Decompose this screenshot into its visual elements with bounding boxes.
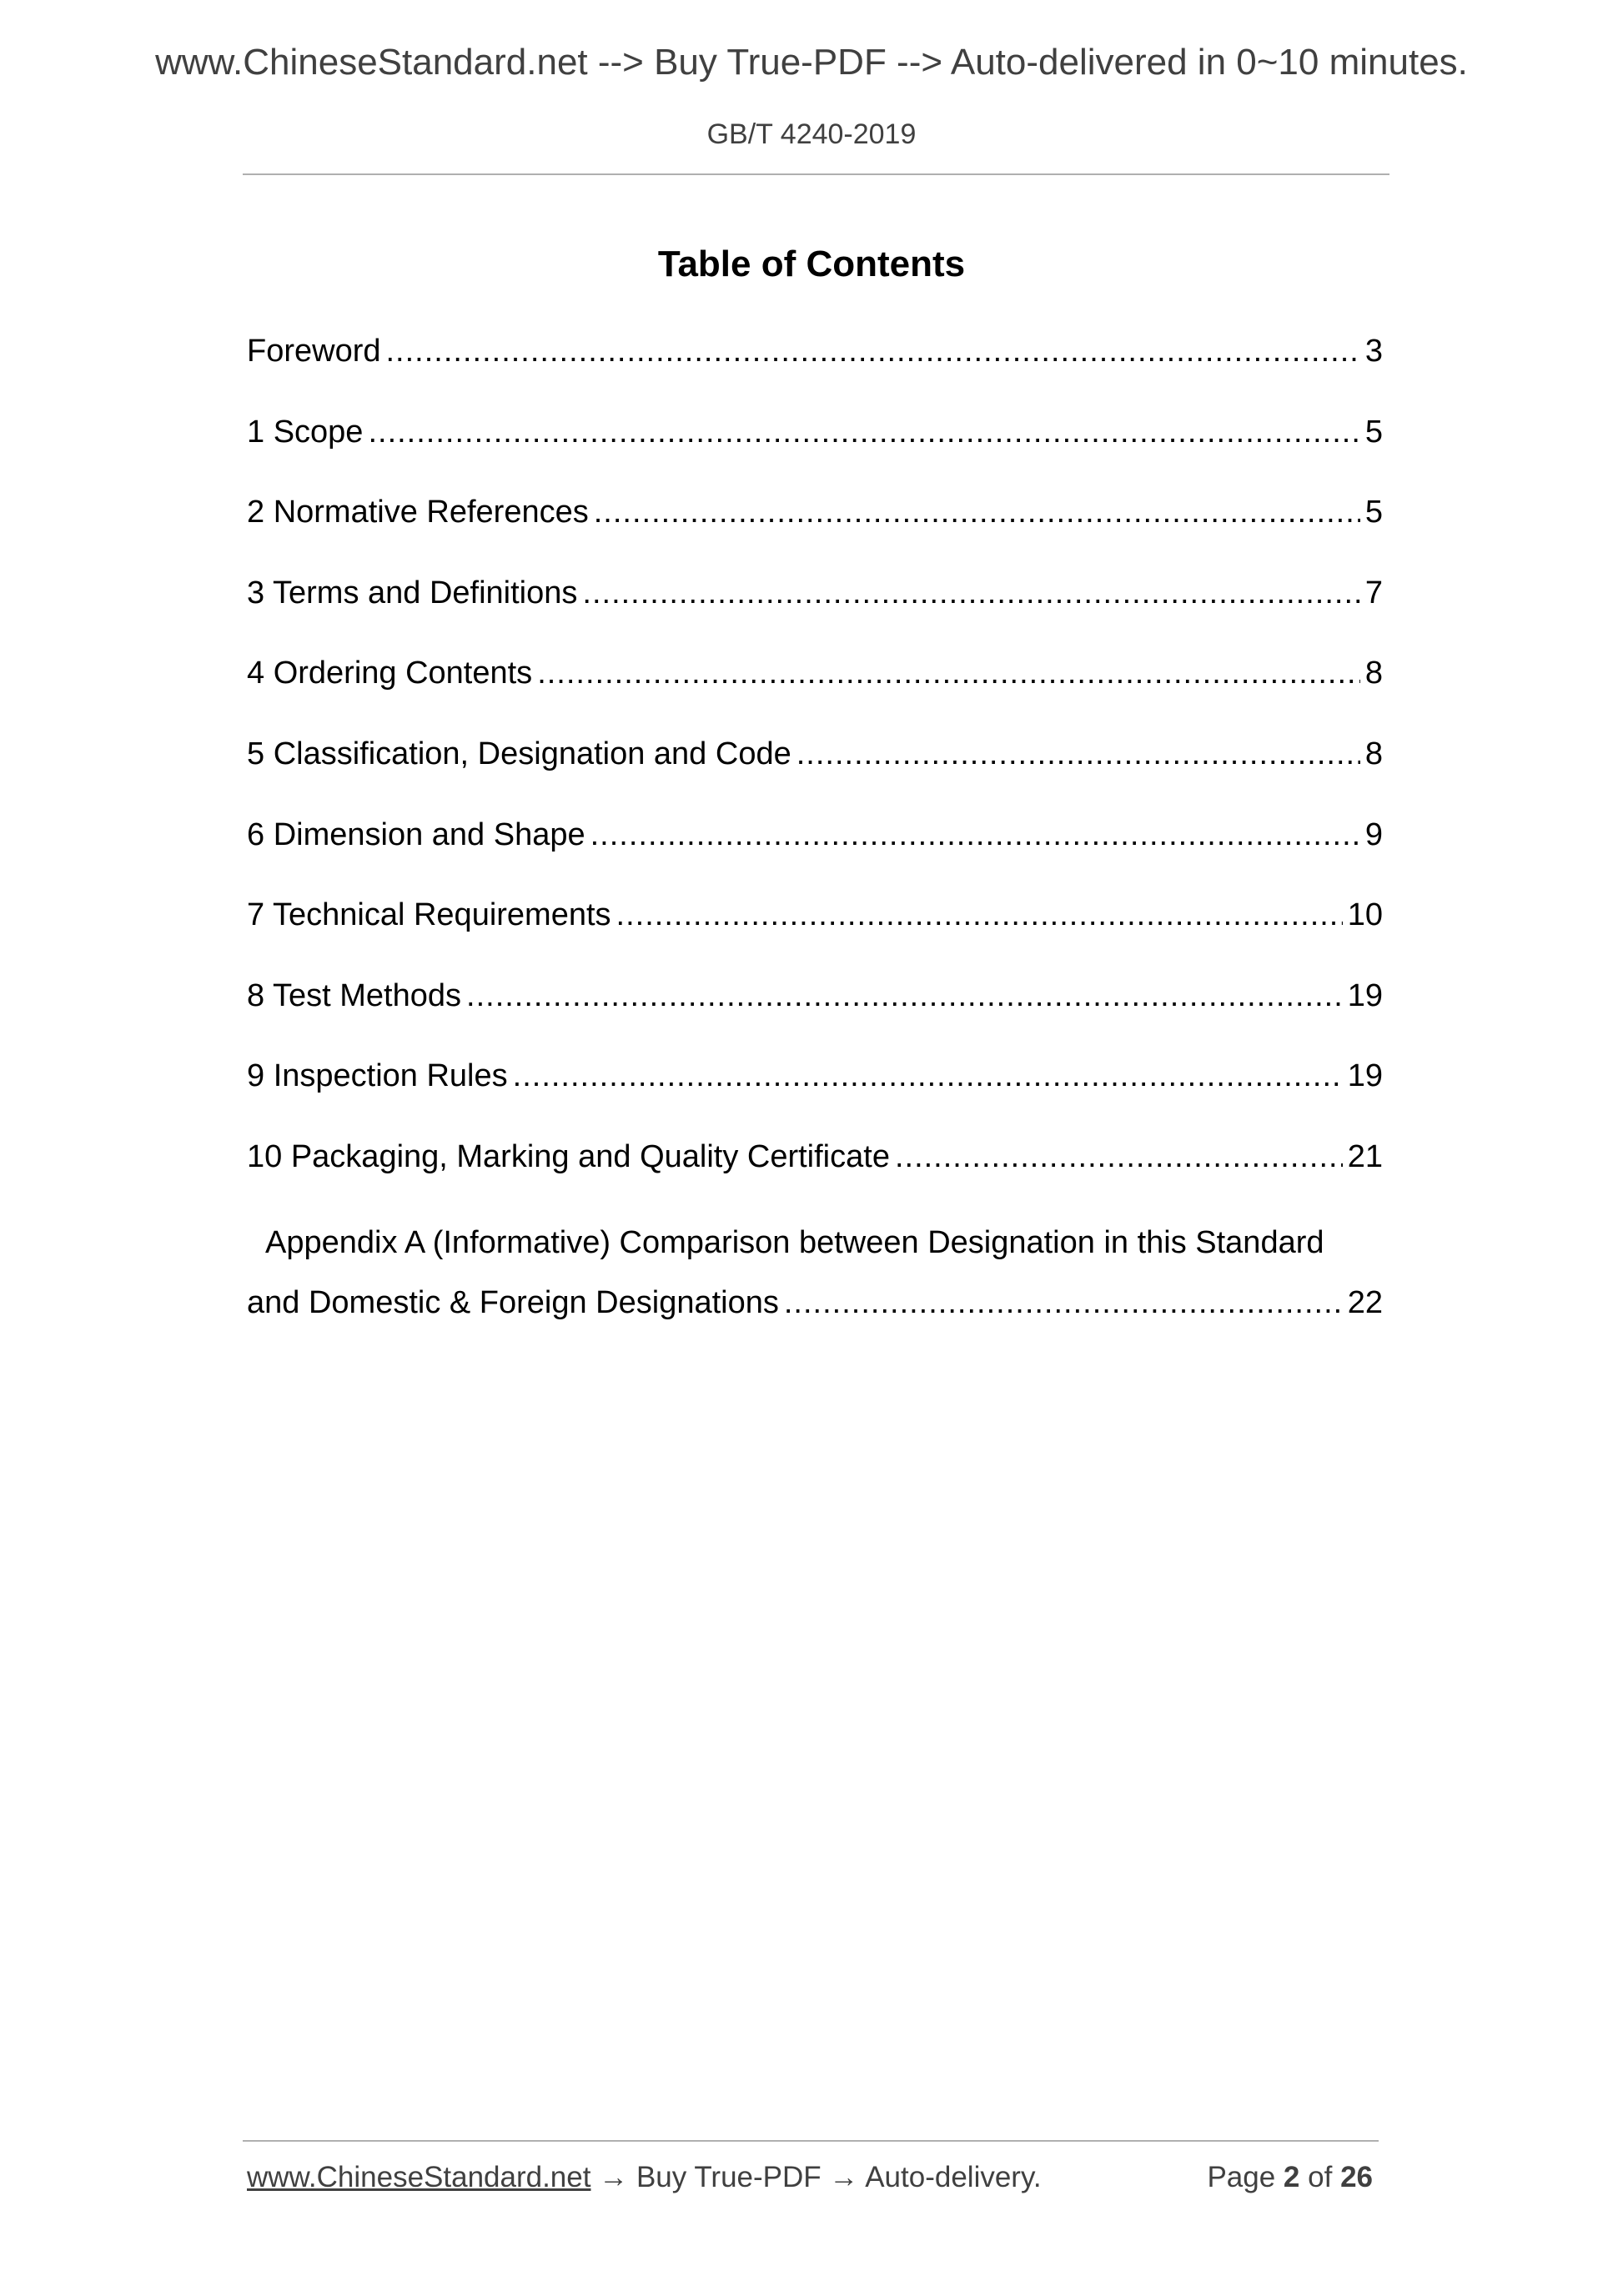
- toc-entry-dimension-shape[interactable]: [247, 817, 1383, 898]
- toc-title: Table of Contents: [657, 244, 966, 284]
- toc-entry-inspection-rules[interactable]: [247, 1058, 1383, 1139]
- toc-entry-label: 4 Ordering Contents: [247, 656, 533, 691]
- toc-entry-page: 22: [1347, 1284, 1383, 1320]
- toc-entry-label: 7 Technical Requirements: [247, 897, 611, 933]
- toc-appendix-line2: [247, 1285, 1383, 1366]
- toc-entry-label: 2 Normative References: [247, 495, 589, 530]
- toc-appendix-line1: Appendix A (Informative) Comparison between Designation in this Standard: [265, 1224, 1324, 1260]
- dot-leader: [466, 978, 1343, 1014]
- toc-entry-page: 8: [1364, 656, 1383, 691]
- toc-entry-label: 6 Dimension and Shape: [247, 816, 585, 852]
- table-of-contents: [247, 334, 1383, 1365]
- toc-entry-page: 19: [1347, 977, 1383, 1013]
- page-current: 2: [1283, 2161, 1300, 2193]
- dot-leader: [784, 1285, 1343, 1321]
- toc-entry-label: 5 Classification, Designation and Code: [247, 736, 791, 771]
- header-divider: [243, 173, 1389, 175]
- toc-entry-page: 7: [1364, 575, 1383, 610]
- toc-entry-foreword[interactable]: [247, 334, 1383, 414]
- page-total: 26: [1340, 2161, 1373, 2193]
- dot-leader: [537, 656, 1360, 691]
- toc-entry-page: 3: [1364, 334, 1383, 369]
- footer-website-link[interactable]: www.ChineseStandard.net: [247, 2161, 591, 2193]
- toc-entry-label: 9 Inspection Rules: [247, 1058, 508, 1094]
- document-code: GB/T 4240-2019: [706, 118, 917, 150]
- dot-leader: [796, 736, 1360, 772]
- dot-leader: [368, 414, 1359, 450]
- toc-entry-test-methods[interactable]: [247, 978, 1383, 1059]
- top-banner: www.ChineseStandard.net --> Buy True-PDF --> Auto-delivered in 0~10 minutes.: [155, 42, 1468, 83]
- toc-entry-label: Foreword: [247, 334, 381, 369]
- page-indicator: [1207, 2161, 1373, 2194]
- footer-divider: [243, 2140, 1379, 2142]
- toc-entry-appendix-a[interactable]: [247, 1220, 1383, 1366]
- toc-entry-page: 5: [1364, 414, 1383, 450]
- toc-entry-terms-definitions[interactable]: [247, 575, 1383, 656]
- footer-delivery-text: Auto-delivery.: [865, 2161, 1042, 2193]
- toc-entry-page: 10: [1347, 897, 1383, 933]
- dot-leader: [386, 334, 1360, 369]
- toc-entry-normative-references[interactable]: [247, 495, 1383, 575]
- page-word: Page: [1207, 2161, 1276, 2193]
- dot-leader: [616, 897, 1343, 933]
- of-word: of: [1308, 2161, 1333, 2193]
- toc-entry-label: 10 Packaging, Marking and Quality Certificate: [247, 1138, 890, 1174]
- toc-entry-label: and Domestic & Foreign Designations: [247, 1284, 779, 1320]
- dot-leader: [513, 1058, 1343, 1094]
- dot-leader: [590, 817, 1360, 853]
- toc-entry-page: 19: [1347, 1058, 1383, 1094]
- toc-entry-page: 8: [1364, 736, 1383, 771]
- toc-entry-classification[interactable]: [247, 736, 1383, 817]
- dot-leader: [582, 575, 1359, 611]
- toc-entry-ordering-contents[interactable]: [247, 656, 1383, 736]
- toc-entry-label: 8 Test Methods: [247, 977, 462, 1013]
- page-footer: [247, 2161, 1383, 2194]
- toc-entry-technical-requirements[interactable]: [247, 897, 1383, 978]
- toc-entry-page: 21: [1347, 1138, 1383, 1174]
- dot-leader: [594, 495, 1360, 530]
- arrow-right-icon: →: [829, 2161, 859, 2193]
- toc-entry-page: 5: [1364, 495, 1383, 530]
- toc-entry-label: 3 Terms and Definitions: [247, 575, 578, 610]
- arrow-right-icon: →: [599, 2161, 629, 2193]
- toc-entry-scope[interactable]: [247, 414, 1383, 495]
- toc-entry-label: 1 Scope: [247, 414, 364, 450]
- footer-buy-text: Buy True-PDF: [636, 2161, 822, 2193]
- dot-leader: [895, 1139, 1343, 1175]
- toc-entry-page: 9: [1364, 816, 1383, 852]
- toc-entry-packaging-marking[interactable]: [247, 1139, 1383, 1220]
